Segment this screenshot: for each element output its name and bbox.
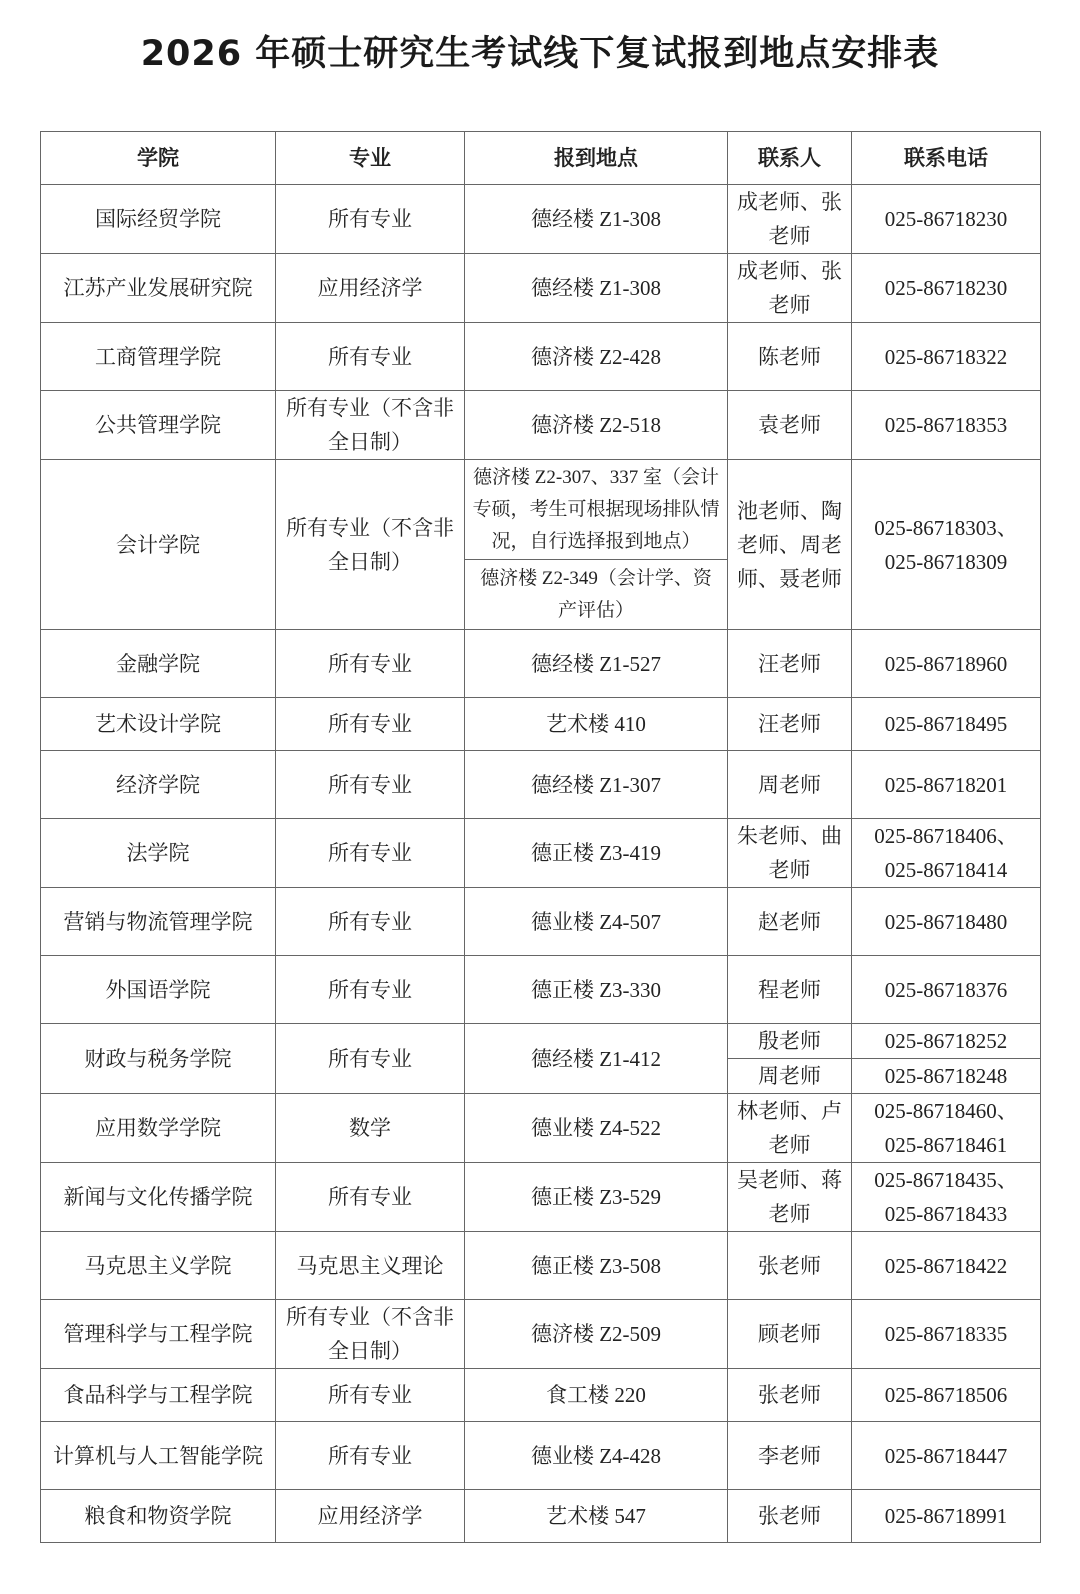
cell-college: 外国语学院	[41, 956, 276, 1024]
cell-college: 新闻与文化传播学院	[41, 1163, 276, 1232]
cell-major: 所有专业	[276, 185, 465, 254]
cell-contact: 赵老师	[728, 888, 852, 956]
cell-contact: 汪老师	[728, 698, 852, 751]
cell-location: 艺术楼 547	[465, 1490, 728, 1543]
cell-major: 所有专业（不含非全日制）	[276, 391, 465, 460]
table-row	[41, 630, 1041, 698]
cell-college: 金融学院	[41, 630, 276, 698]
cell-phone: 025-86718201	[852, 751, 1041, 819]
table-row	[41, 1094, 1041, 1163]
cell-contact: 朱老师、曲老师	[728, 819, 852, 888]
cell-location: 德业楼 Z4-522	[465, 1094, 728, 1163]
table-header-row	[41, 132, 1041, 185]
cell-location: 艺术楼 410	[465, 698, 728, 751]
cell-location: 德济楼 Z2-518	[465, 391, 728, 460]
registration-table	[40, 131, 1041, 1543]
cell-major: 所有专业	[276, 1369, 465, 1422]
cell-contact: 林老师、卢老师	[728, 1094, 852, 1163]
page-title: 2026 年硕士研究生考试线下复试报到地点安排表	[140, 34, 940, 74]
cell-college: 国际经贸学院	[41, 185, 276, 254]
cell-location: 德业楼 Z4-507	[465, 888, 728, 956]
header-phone: 联系电话	[852, 132, 1041, 185]
cell-major: 所有专业	[276, 1422, 465, 1490]
cell-location: 德经楼 Z1-308	[465, 254, 728, 323]
cell-college: 公共管理学院	[41, 391, 276, 460]
cell-contact: 顾老师	[728, 1300, 852, 1369]
table-row	[41, 460, 1041, 560]
table-row	[41, 1163, 1041, 1232]
cell-phone: 025-86718376	[852, 956, 1041, 1024]
cell-phone: 025-86718335	[852, 1300, 1041, 1369]
cell-contact: 张老师	[728, 1232, 852, 1300]
header-college: 学院	[41, 132, 276, 185]
table-row	[41, 1490, 1041, 1543]
table-row	[41, 888, 1041, 956]
table-row	[41, 819, 1041, 888]
cell-college: 经济学院	[41, 751, 276, 819]
cell-phone-alt: 025-86718248	[852, 1059, 1041, 1094]
cell-college: 营销与物流管理学院	[41, 888, 276, 956]
cell-college: 财政与税务学院	[41, 1024, 276, 1094]
cell-phone: 025-86718252	[852, 1024, 1041, 1059]
cell-college: 食品科学与工程学院	[41, 1369, 276, 1422]
cell-phone: 025-86718230	[852, 254, 1041, 323]
cell-phone: 025-86718495	[852, 698, 1041, 751]
header-contact: 联系人	[728, 132, 852, 185]
cell-phone: 025-86718447	[852, 1422, 1041, 1490]
cell-contact: 程老师	[728, 956, 852, 1024]
cell-contact: 汪老师	[728, 630, 852, 698]
cell-major: 数学	[276, 1094, 465, 1163]
cell-major: 所有专业	[276, 323, 465, 391]
cell-location: 德正楼 Z3-508	[465, 1232, 728, 1300]
cell-major: 所有专业	[276, 819, 465, 888]
cell-location: 德济楼 Z2-428	[465, 323, 728, 391]
cell-location: 德济楼 Z2-509	[465, 1300, 728, 1369]
cell-major: 应用经济学	[276, 254, 465, 323]
cell-major: 所有专业	[276, 956, 465, 1024]
cell-college: 管理科学与工程学院	[41, 1300, 276, 1369]
cell-contact: 成老师、张老师	[728, 185, 852, 254]
table-row	[41, 391, 1041, 460]
cell-contact: 池老师、陶老师、周老师、聂老师	[728, 460, 852, 630]
cell-college: 马克思主义学院	[41, 1232, 276, 1300]
cell-major: 应用经济学	[276, 1490, 465, 1543]
cell-major: 马克思主义理论	[276, 1232, 465, 1300]
cell-college: 工商管理学院	[41, 323, 276, 391]
cell-location: 德济楼 Z2-307、337 室（会计专硕，考生可根据现场排队情况，自行选择报到地点）	[465, 460, 728, 560]
cell-major: 所有专业	[276, 751, 465, 819]
cell-location: 食工楼 220	[465, 1369, 728, 1422]
cell-major: 所有专业（不含非全日制）	[276, 460, 465, 630]
cell-contact: 陈老师	[728, 323, 852, 391]
cell-major: 所有专业	[276, 888, 465, 956]
table-row	[41, 956, 1041, 1024]
header-location: 报到地点	[465, 132, 728, 185]
table-row	[41, 323, 1041, 391]
table-row	[41, 698, 1041, 751]
cell-location: 德正楼 Z3-529	[465, 1163, 728, 1232]
cell-college: 应用数学学院	[41, 1094, 276, 1163]
cell-contact-alt: 周老师	[728, 1059, 852, 1094]
table-row	[41, 1024, 1041, 1059]
cell-contact: 殷老师	[728, 1024, 852, 1059]
table-row	[41, 1369, 1041, 1422]
cell-phone: 025-86718322	[852, 323, 1041, 391]
cell-location: 德经楼 Z1-412	[465, 1024, 728, 1094]
cell-phone: 025-86718435、025-86718433	[852, 1163, 1041, 1232]
cell-major: 所有专业（不含非全日制）	[276, 1300, 465, 1369]
table-row	[41, 751, 1041, 819]
cell-major: 所有专业	[276, 1024, 465, 1094]
cell-phone: 025-86718422	[852, 1232, 1041, 1300]
cell-phone: 025-86718353	[852, 391, 1041, 460]
cell-contact: 李老师	[728, 1422, 852, 1490]
cell-phone: 025-86718406、025-86718414	[852, 819, 1041, 888]
cell-phone: 025-86718991	[852, 1490, 1041, 1543]
cell-college: 法学院	[41, 819, 276, 888]
cell-college: 计算机与人工智能学院	[41, 1422, 276, 1490]
cell-phone: 025-86718960	[852, 630, 1041, 698]
table-row	[41, 1422, 1041, 1490]
cell-location: 德经楼 Z1-308	[465, 185, 728, 254]
cell-contact: 周老师	[728, 751, 852, 819]
table-row	[41, 1232, 1041, 1300]
header-major: 专业	[276, 132, 465, 185]
cell-college: 会计学院	[41, 460, 276, 630]
cell-location: 德经楼 Z1-527	[465, 630, 728, 698]
cell-contact: 吴老师、蒋老师	[728, 1163, 852, 1232]
cell-contact: 袁老师	[728, 391, 852, 460]
cell-contact: 张老师	[728, 1369, 852, 1422]
cell-location: 德正楼 Z3-330	[465, 956, 728, 1024]
cell-major: 所有专业	[276, 698, 465, 751]
cell-location: 德经楼 Z1-307	[465, 751, 728, 819]
table-row	[41, 254, 1041, 323]
cell-phone: 025-86718230	[852, 185, 1041, 254]
cell-college: 艺术设计学院	[41, 698, 276, 751]
cell-phone: 025-86718480	[852, 888, 1041, 956]
cell-location: 德正楼 Z3-419	[465, 819, 728, 888]
cell-major: 所有专业	[276, 630, 465, 698]
cell-contact: 张老师	[728, 1490, 852, 1543]
cell-contact: 成老师、张老师	[728, 254, 852, 323]
table-row	[41, 1300, 1041, 1369]
cell-college: 江苏产业发展研究院	[41, 254, 276, 323]
cell-phone: 025-86718460、025-86718461	[852, 1094, 1041, 1163]
cell-phone: 025-86718506	[852, 1369, 1041, 1422]
cell-location: 德业楼 Z4-428	[465, 1422, 728, 1490]
table-row	[41, 185, 1041, 254]
cell-location-alt: 德济楼 Z2-349（会计学、资产评估）	[465, 560, 728, 630]
cell-phone: 025-86718303、025-86718309	[852, 460, 1041, 630]
cell-college: 粮食和物资学院	[41, 1490, 276, 1543]
cell-major: 所有专业	[276, 1163, 465, 1232]
